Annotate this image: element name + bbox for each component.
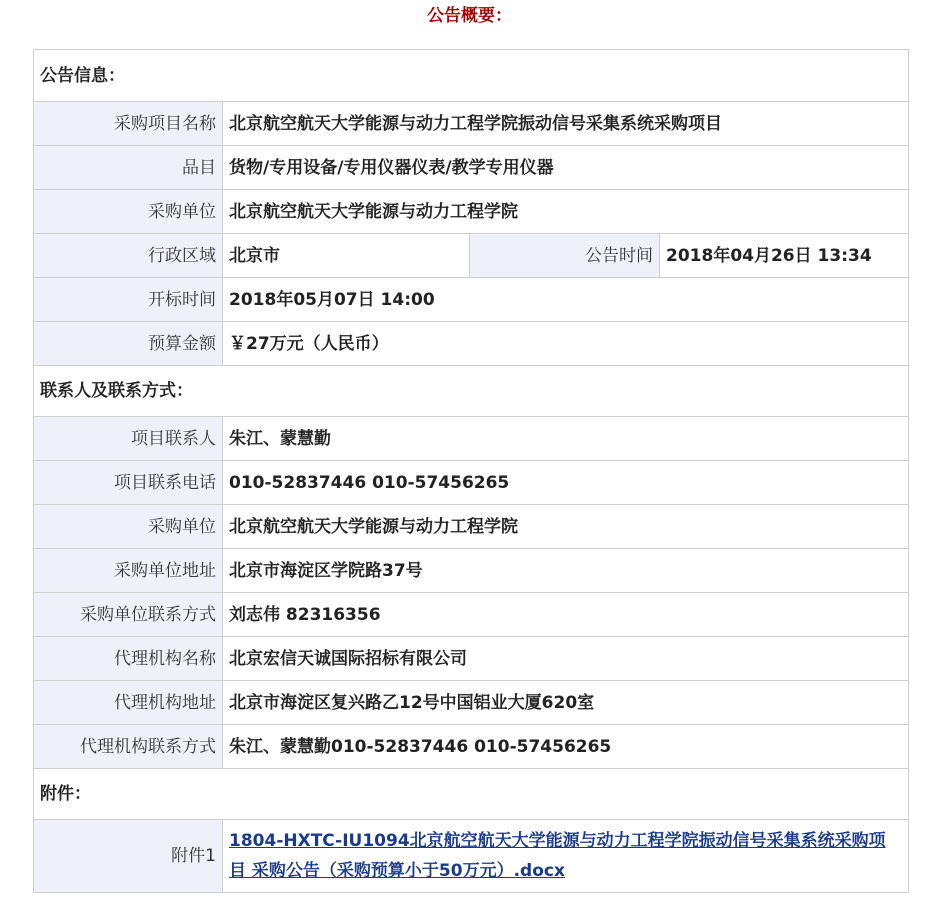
row-agency-address [34,681,909,725]
field-value: 朱江、蒙慧勤 [223,417,909,461]
attachment-download-link[interactable]: 1804-HXTC-IU1094北京航空航天大学能源与动力工程学院振动信号采集系统采购项目 采购公告（采购预算小于50万元）.docx [229,831,886,881]
field-label: 采购项目名称 [34,102,223,146]
field-value: 北京航空航天大学能源与动力工程学院振动信号采集系统采购项目 [223,102,909,146]
field-value: 刘志伟 82316356 [223,593,909,637]
field-label: 行政区域 [34,234,223,278]
field-value: 北京宏信天诚国际招标有限公司 [223,637,909,681]
row-region-and-publish-time [34,234,909,278]
row-contact-buyer [34,505,909,549]
section-title: 公告信息： [34,50,909,102]
row-buyer-address [34,549,909,593]
row-buyer-contact [34,593,909,637]
field-label: 采购单位 [34,505,223,549]
page-title: 公告概要： [427,6,512,26]
field-value: 010-52837446 010-57456265 [223,461,909,505]
field-value: ￥27万元（人民币） [223,322,909,366]
row-open-time [34,278,909,322]
row-project-name [34,102,909,146]
field-label: 预算金额 [34,322,223,366]
field-label: 公告时间 [470,234,660,278]
field-label: 附件1 [34,820,223,893]
field-value: 2018年04月26日 13:34 [660,234,909,278]
field-value: 2018年05月07日 14:00 [223,278,909,322]
field-value: 北京航空航天大学能源与动力工程学院 [223,505,909,549]
field-label: 项目联系电话 [34,461,223,505]
section-header-notice-info [34,50,909,102]
row-project-phone [34,461,909,505]
field-value: 货物/专用设备/专用仪器仪表/教学专用仪器 [223,146,909,190]
row-category [34,146,909,190]
section-header-contact [34,366,909,417]
section-title: 联系人及联系方式： [34,366,909,417]
field-value: 朱江、蒙慧勤010-52837446 010-57456265 [223,725,909,769]
row-buyer [34,190,909,234]
field-value: 北京市海淀区复兴路乙12号中国铝业大厦620室 [223,681,909,725]
section-header-attachments [34,769,909,820]
field-label: 采购单位地址 [34,549,223,593]
field-label: 代理机构名称 [34,637,223,681]
field-label: 代理机构联系方式 [34,725,223,769]
field-label: 代理机构地址 [34,681,223,725]
row-agency-contact [34,725,909,769]
field-value [223,820,909,893]
row-budget [34,322,909,366]
field-label: 采购单位 [34,190,223,234]
row-agency-name [34,637,909,681]
field-label: 项目联系人 [34,417,223,461]
section-title: 附件： [34,769,909,820]
row-attachment-1 [34,820,909,893]
field-label: 开标时间 [34,278,223,322]
row-project-contact [34,417,909,461]
notice-summary-table [33,49,909,893]
field-label: 品目 [34,146,223,190]
field-label: 采购单位联系方式 [34,593,223,637]
field-value: 北京市 [223,234,470,278]
field-value: 北京航空航天大学能源与动力工程学院 [223,190,909,234]
field-value: 北京市海淀区学院路37号 [223,549,909,593]
